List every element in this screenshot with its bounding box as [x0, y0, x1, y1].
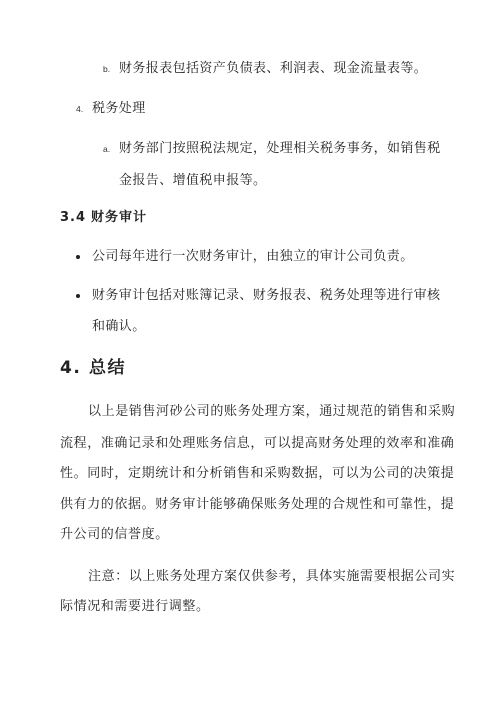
section-4-number: 4.: [60, 358, 82, 378]
audit-bullet-2-line-1: 财务审计包括对账簿记录、财务报表、税务处理等进行审核: [92, 288, 441, 303]
summary-line-4: 供有力的依据。财务审计能够确保账务处理的合规性和可靠性，提: [60, 497, 455, 512]
note-line-1: 注意：以上账务处理方案仅供参考，具体实施需要根据公司实: [88, 569, 456, 584]
summary-line-3: 性。同时，定期统计和分析销售和采购数据，可以为公司的决策提: [60, 466, 455, 481]
list-marker-a: a.: [103, 144, 111, 154]
audit-bullet-2-line-2: 和确认。: [92, 319, 146, 334]
section-4-title: 总结: [89, 358, 126, 378]
list-item-4-text: 税务处理: [92, 101, 146, 116]
summary-line-5: 升公司的信誉度。: [60, 527, 169, 542]
section-3-4-number: 3.4: [60, 210, 87, 225]
audit-bullet-1-line-1: 公司每年进行一次财务审计，由独立的审计公司负责。: [92, 249, 414, 264]
list-marker-b: b.: [103, 64, 111, 74]
list-item-a-line-1: 财务部门按照税法规定，处理相关税务事务，如销售税: [119, 141, 441, 156]
list-item-b-text: 财务报表包括资产负债表、利润表、现金流量表等。: [119, 61, 428, 76]
summary-line-2: 流程，准确记录和处理账务信息，可以提高财务处理的效率和准确: [60, 436, 455, 451]
section-3-4-title: 财务审计: [91, 210, 148, 225]
list-marker-4: 4.: [76, 104, 84, 114]
note-line-2: 际情况和需要进行调整。: [60, 599, 210, 614]
summary-line-1: 以上是销售河砂公司的账务处理方案，通过规范的销售和采购: [88, 404, 456, 419]
list-item-a-line-2: 金报告、增值税申报等。: [119, 173, 267, 188]
bullet-dot: [76, 294, 80, 298]
bullet-dot: [76, 255, 80, 259]
